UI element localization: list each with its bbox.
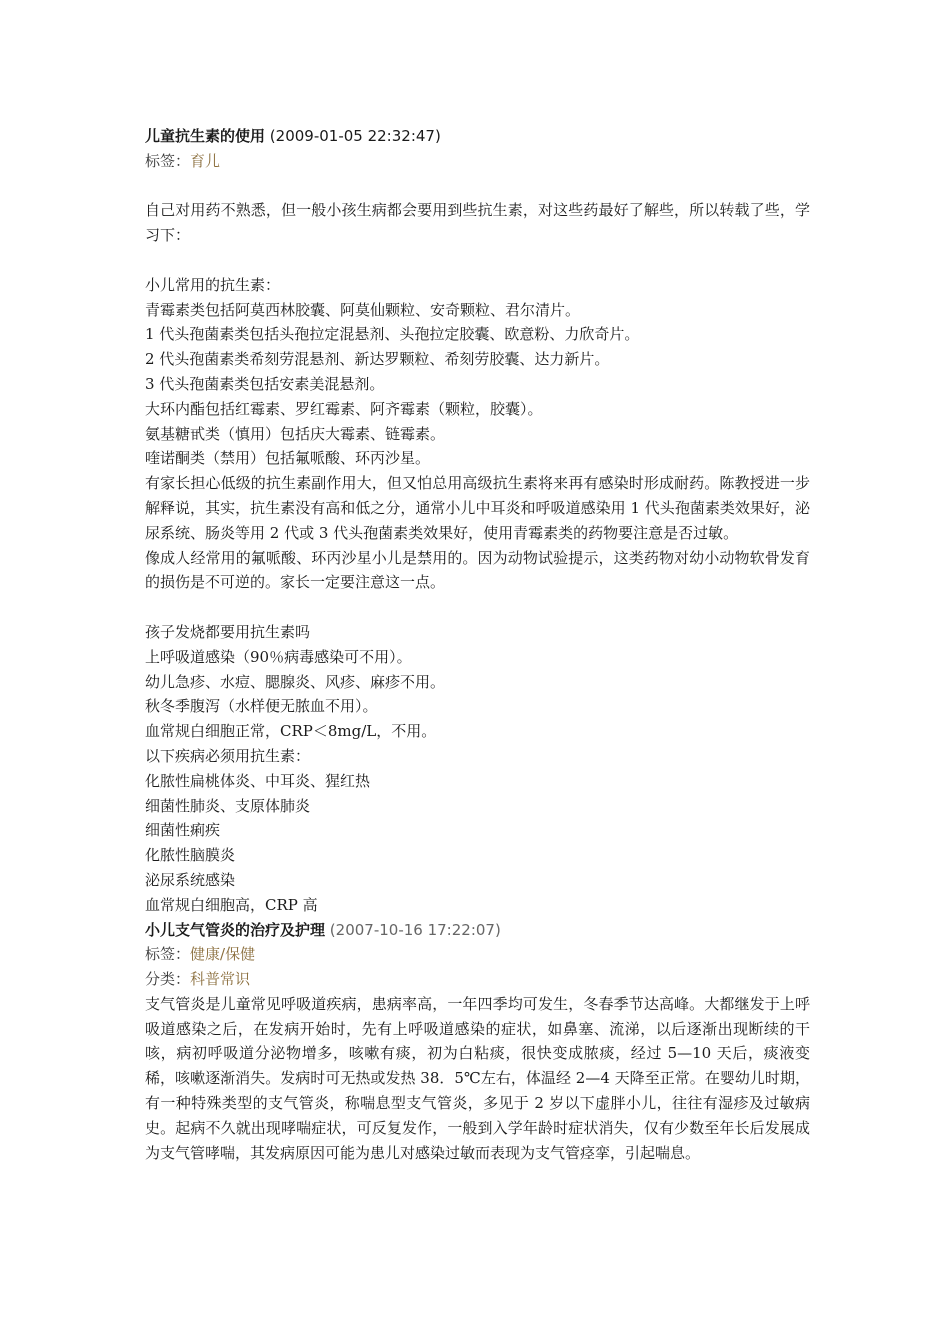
- list-item: 3 代头孢菌素类包括安素美混悬剂。: [145, 374, 385, 393]
- list-item: 血常规白细胞正常，CRP＜8mg/L，不用。: [145, 722, 437, 741]
- list-item: 细菌性痢疾: [145, 821, 221, 840]
- article2-tag-link[interactable]: 健康/保健: [190, 945, 256, 964]
- list-item: 泌尿系统感染: [145, 870, 236, 889]
- warning-paragraph: 像成人经常用的氟哌酸、环丙沙星小儿是禁用的。因为动物试验提示，这类药物对幼小动物软骨发育的损伤是不可逆的。家长一定要注意这一点。: [145, 548, 810, 592]
- article2-tags-label: 标签：: [145, 945, 191, 964]
- list-item: 青霉素类包括阿莫西林胶囊、阿莫仙颗粒、安奇颗粒、君尔清片。: [145, 300, 581, 319]
- article1-tags: [145, 149, 810, 174]
- article1-tag-link[interactable]: 育儿: [190, 151, 221, 170]
- section1-heading: 小儿常用的抗生素：: [145, 275, 281, 294]
- list-item: 细菌性肺炎、支原体肺炎: [145, 796, 311, 815]
- list-item: 上呼吸道感染（90％病毒感染可不用）。: [145, 647, 412, 666]
- list-item: 血常规白细胞高，CRP 高: [145, 895, 318, 914]
- article1-tags-label: 标签：: [145, 151, 191, 170]
- list-item: 化脓性扁桃体炎、中耳炎、猩红热: [145, 771, 371, 790]
- article2-category: [145, 967, 810, 992]
- document-page: [145, 124, 810, 1165]
- list-heading: 以下疾病必须用抗生素：: [145, 746, 311, 765]
- article2-header: [145, 918, 810, 943]
- concern-paragraph: 有家长担心低级的抗生素副作用大，但又怕总用高级抗生素将来再有感染时形成耐药。陈教授进一步解释说，其实，抗生素没有高和低之分，通常小儿中耳炎和呼吸道感染用 1 代头孢菌素类效果好，泌尿系统、肠炎等用 2 代或 3 代头孢菌素类效果好，使用青霉素类的药物要注意是否过敏。: [145, 474, 810, 542]
- list-item: 秋冬季腹泻（水样便无脓血不用）。: [145, 697, 378, 716]
- list-item: 2 代头孢菌素类希刻劳混悬剂、新达罗颗粒、希刻劳胶囊、达力新片。: [145, 350, 610, 369]
- spacer: [145, 174, 810, 199]
- article2-date: (2007-10-16 17:22:07): [329, 920, 501, 939]
- spacer: [145, 248, 810, 273]
- list-item: 1 代头孢菌素类包括头孢拉定混悬剂、头孢拉定胶囊、欧意粉、力欣奇片。: [145, 325, 640, 344]
- article2-category-link[interactable]: 科普常识: [190, 970, 251, 989]
- list-item: 喹诺酮类（禁用）包括氟哌酸、环丙沙星。: [145, 449, 431, 468]
- article2-body: 支气管炎是儿童常见呼吸道疾病，患病率高，一年四季均可发生，冬春季节达高峰。大都继发于上呼吸道感染之后，在发病开始时，先有上呼吸道感染的症状，如鼻塞、流涕，以后逐渐出现断续的干咳，病初呼吸道分泌物增多，咳嗽有痰，初为白粘痰，很快变成脓痰，经过 5—10 天后，痰液变稀，咳嗽逐渐消失。发病时可无热或发热 38．5℃左右，体温经 2—4 天降至正常。在婴幼儿时期，有一种特殊类型的支气管炎，称喘息型支气管炎，多见于 2 岁以下虚胖小儿，往往有湿疹及过敏病史。起病不久就出现哮喘症状，可反复发作，一般到入学年龄时症状消失，仅有少数至年长后发展成为支气管哮喘，其发病原因可能为患儿对感染过敏而表现为支气管痉挛，引起喘息。: [145, 994, 810, 1162]
- article2-tags: [145, 942, 810, 967]
- list-item: 化脓性脑膜炎: [145, 846, 236, 865]
- list-item: 大环内酯包括红霉素、罗红霉素、阿齐霉素（颗粒，胶囊）。: [145, 399, 543, 418]
- article2-category-label: 分类：: [145, 970, 191, 989]
- article1-date: (2009-01-05 22:32:47): [269, 127, 441, 145]
- article2-title[interactable]: 小儿支气管炎的治疗及护理: [145, 920, 326, 939]
- article1-title[interactable]: 儿童抗生素的使用: [145, 127, 266, 145]
- section2-list: [145, 620, 810, 918]
- list-item: 幼儿急疹、水痘、腮腺炎、风疹、麻疹不用。: [145, 672, 446, 691]
- article1-header: [145, 124, 810, 149]
- section1-list: [145, 298, 810, 472]
- article1-intro: 自己对用药不熟悉，但一般小孩生病都会要用到些抗生素，对这些药最好了解些，所以转载了些，学习下：: [145, 201, 810, 245]
- section2-heading: 孩子发烧都要用抗生素吗: [145, 622, 311, 641]
- spacer: [145, 595, 810, 620]
- list-item: 氨基糖甙类（慎用）包括庆大霉素、链霉素。: [145, 424, 446, 443]
